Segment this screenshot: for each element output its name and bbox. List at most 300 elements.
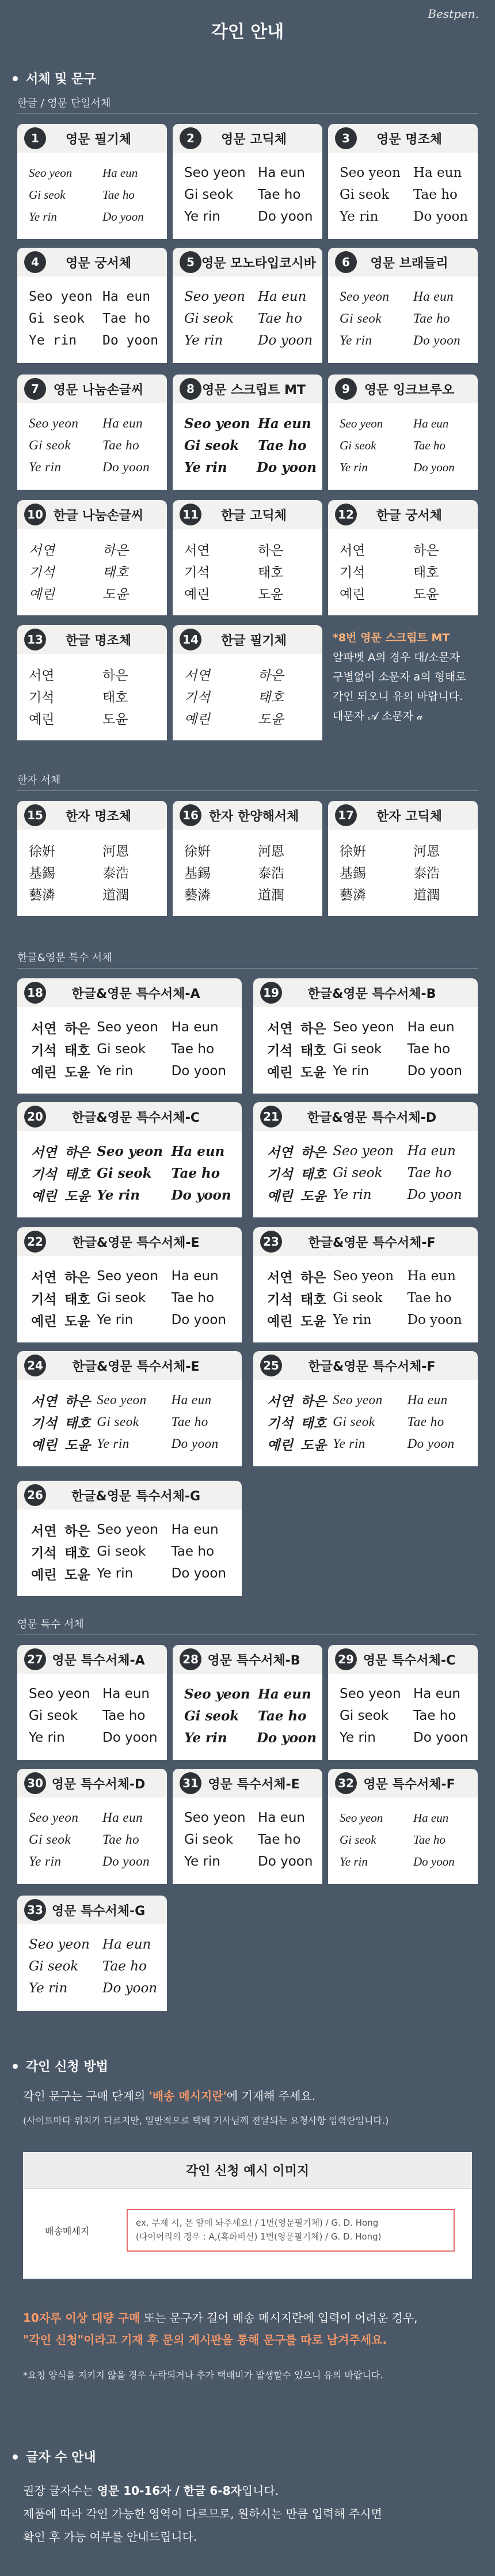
font-number-badge: 12 — [335, 504, 357, 525]
font-card-wide[interactable] — [253, 978, 478, 1094]
sample-name-text: Ha eun — [258, 415, 311, 432]
fonts-section-heading: 서체 및 문구 — [13, 69, 96, 87]
sample-name-text: Tae ho — [258, 1708, 307, 1724]
font-card-header — [173, 375, 322, 403]
font-title: 한글 명조체 — [66, 633, 131, 648]
font-title: 한글 나눔손글씨 — [53, 508, 144, 523]
sample-name-text: 도윤 — [300, 1438, 327, 1452]
sample-name-text: Tae ho — [102, 1832, 140, 1847]
font-sample-line — [31, 1016, 236, 1038]
font-number-badge: 33 — [24, 1899, 46, 1921]
font-sample-body — [253, 1007, 478, 1094]
font-sample-body — [173, 529, 322, 615]
sample-name-text: 하은 — [300, 1394, 327, 1409]
font-card[interactable] — [173, 124, 322, 239]
font-sample-line — [340, 861, 472, 883]
font-sample-body — [253, 1131, 478, 1217]
sample-name-text: Ye rin — [184, 209, 220, 224]
sample-name-text: Ye rin — [340, 460, 368, 474]
sample-name-text: 기석 — [267, 1166, 293, 1182]
sample-name-text: Gi seok — [340, 187, 390, 202]
font-title: 영문 나눔손글씨 — [53, 383, 144, 398]
font-sample-line — [340, 456, 472, 478]
sample-name-text: Tae ho — [413, 1708, 456, 1723]
count-line-2: 제품에 따라 각인 가능한 영역이 다르므로, 원하시는 만큼 입력해 주시면 — [23, 2507, 382, 2521]
bulk-purchase-note-2: "각인 신청"이라고 기재 후 문의 게시판을 통해 문구를 따로 남겨주세요. — [23, 2333, 387, 2347]
sample-name-text: Seo yeon — [340, 165, 401, 180]
sample-name-text: Ha eun — [258, 165, 306, 180]
sample-name-text: Do yoon — [413, 1730, 469, 1745]
font-card[interactable] — [17, 248, 167, 363]
sample-name-text: Ha eun — [407, 1144, 456, 1159]
font-sample-line — [340, 413, 472, 434]
sample-name-text: 도윤 — [64, 1188, 90, 1204]
sample-name-text: Ha eun — [171, 1020, 219, 1035]
sample-name-text: 서연 — [184, 668, 211, 683]
font-card-header — [173, 1769, 322, 1798]
sample-name-text: Tae ho — [258, 311, 302, 326]
sample-name-text: Seo yeon — [97, 1020, 158, 1035]
sample-name-text: Seo yeon — [29, 416, 79, 430]
font-card[interactable] — [173, 375, 322, 490]
font-card[interactable] — [173, 801, 322, 916]
font-sample-line — [29, 286, 161, 308]
font-sample-line — [267, 1309, 472, 1331]
font-sample-line — [267, 1411, 472, 1433]
sample-name-text: Tae ho — [258, 437, 307, 453]
request-example-title: 각인 신청 예시 이미지 — [23, 2152, 472, 2189]
font-sample-body — [328, 830, 478, 916]
sample-name-text: 기석 — [31, 1043, 57, 1058]
font-card-header — [17, 375, 167, 403]
font-title: 한글&영문 특수서체-F — [308, 1359, 436, 1374]
font-card-header — [17, 1351, 242, 1380]
sample-name-text: Seo yeon — [29, 1937, 90, 1952]
font-card[interactable] — [328, 500, 478, 615]
font-number-badge: 16 — [180, 804, 201, 826]
font-card[interactable] — [17, 801, 167, 916]
sample-name-text: Ye rin — [184, 333, 223, 348]
font-sample-line — [340, 1807, 472, 1829]
font-sample-line — [184, 839, 317, 861]
font-sample-line — [340, 560, 472, 582]
font-number-badge: 20 — [24, 1106, 46, 1128]
sample-name-text: 藝潾 — [340, 887, 366, 903]
font-sample-line — [340, 1851, 472, 1873]
sample-name-text: 泰浩 — [102, 865, 129, 881]
sample-name-text: Tae ho — [407, 1414, 444, 1429]
font-card[interactable] — [328, 801, 478, 916]
sample-name-text: 태호 — [300, 1416, 327, 1431]
font-card-wide[interactable] — [253, 1351, 478, 1466]
font-card[interactable] — [173, 500, 322, 615]
sample-name-text: Ha eun — [407, 1269, 456, 1284]
font-sample-line — [29, 1727, 161, 1749]
sample-name-text: Tae ho — [407, 1291, 452, 1306]
sample-name-text: Gi seok — [97, 1291, 146, 1306]
sample-name-text: Do yoon — [171, 1064, 226, 1079]
sample-name-text: Tae ho — [258, 1832, 301, 1847]
font-sample-line — [31, 1541, 236, 1563]
font-sample-line — [184, 1829, 317, 1851]
font-sample-line — [31, 1162, 236, 1184]
sample-name-text: Seo yeon — [333, 1269, 394, 1284]
sample-name-text: Ha eun — [102, 1810, 143, 1825]
font-card[interactable] — [328, 1645, 478, 1760]
font-card-header — [328, 1645, 478, 1674]
font-title: 영문 특수서체-F — [363, 1777, 455, 1792]
sample-name-text: Ha eun — [102, 1937, 151, 1952]
sample-name-text: 藝潾 — [184, 887, 211, 903]
sample-name-text: Seo yeon — [184, 415, 250, 432]
font-card-header — [173, 500, 322, 529]
font-title: 영문 필기체 — [66, 132, 131, 147]
sample-name-text: 徐姸 — [340, 843, 366, 859]
font-sample-line — [340, 434, 472, 456]
font-sample-body — [17, 153, 167, 239]
count-line-3: 확인 후 가능 여부를 안내드립니다. — [23, 2530, 197, 2544]
font-card-header — [17, 1896, 167, 1924]
sample-name-text: Ye rin — [340, 209, 379, 224]
sample-name-text: Do yoon — [407, 1312, 462, 1327]
font-sample-body — [173, 1674, 322, 1760]
font-card-header — [328, 248, 478, 277]
font-sample-line — [184, 663, 317, 685]
sample-name-text: 태호 — [258, 565, 284, 580]
sample-name-text: 하은 — [300, 1269, 326, 1285]
sample-name-text: Ha eun — [102, 416, 143, 430]
bullet-icon — [13, 2454, 18, 2460]
font-number-badge: 14 — [180, 629, 201, 650]
font-sample-body — [173, 277, 322, 363]
sample-name-text: 서연 — [31, 1144, 57, 1160]
sample-name-text: 기석 — [29, 565, 55, 580]
sample-name-text: Ye rin — [340, 1854, 368, 1868]
font-title: 한글&영문 특수서체-B — [307, 986, 436, 1001]
sample-name-text: 예린 — [184, 587, 210, 602]
sample-name-text: Ye rin — [184, 1730, 227, 1746]
font-sample-body — [328, 1798, 478, 1884]
font-card[interactable] — [173, 625, 322, 740]
font-card-wide[interactable] — [253, 1227, 478, 1342]
font-number-badge: 15 — [24, 804, 46, 826]
font-title: 한글 필기체 — [221, 633, 287, 648]
sample-name-text: Ye rin — [184, 459, 227, 475]
sample-name-text: 道潤 — [413, 887, 440, 903]
font-card-header — [173, 1645, 322, 1674]
sample-name-text: Gi seok — [340, 311, 382, 326]
sample-name-text: 하은 — [64, 1270, 90, 1285]
sample-name-text: 기석 — [31, 1166, 57, 1182]
font-sample-line — [29, 1705, 161, 1727]
sample-name-text: 하은 — [413, 543, 439, 558]
sample-name-text: 서연 — [31, 1523, 57, 1539]
sample-name-text: Tae ho — [102, 311, 151, 326]
font-card[interactable] — [173, 1645, 322, 1760]
sample-name-text: 기석 — [184, 565, 210, 580]
font-sample-body — [17, 1131, 242, 1217]
sample-name-text: Ye rin — [97, 1064, 134, 1079]
font-title: 영문 잉크브루오 — [364, 383, 455, 398]
font-sample-line — [267, 1140, 472, 1162]
font-card-header — [253, 1227, 478, 1256]
font-card[interactable] — [328, 1769, 478, 1884]
request-example-box — [23, 2152, 472, 2279]
sample-name-text: Ye rin — [333, 1187, 372, 1202]
sample-name-text: Seo yeon — [333, 1144, 394, 1159]
font-sample-line — [340, 839, 472, 861]
font-card-header — [253, 1102, 478, 1131]
sample-name-text: Do yoon — [407, 1187, 462, 1202]
font-card-wide[interactable] — [253, 1102, 478, 1217]
sample-name-text: Do yoon — [102, 209, 144, 224]
sample-name-text: Gi seok — [97, 1165, 152, 1181]
sample-name-text: 예린 — [31, 1438, 58, 1452]
font-card-wide[interactable] — [17, 1227, 242, 1342]
sample-name-text: Do yoon — [171, 1436, 219, 1451]
font-number-badge: 5 — [180, 251, 201, 273]
sample-name-text: Ha eun — [258, 1810, 306, 1825]
sample-name-text: 예린 — [340, 587, 365, 602]
font-sample-body — [328, 403, 478, 490]
sample-name-text: 태호 — [258, 690, 284, 705]
font-card-wide[interactable] — [17, 1481, 242, 1596]
sample-name-text: Gi seok — [340, 438, 376, 452]
font-title: 영문 특수서체-A — [52, 1653, 145, 1668]
brand-logo: Bestpen. — [428, 7, 479, 21]
font-sample-body — [173, 830, 322, 916]
sample-name-text: Ha eun — [258, 1686, 311, 1702]
sample-name-text: 하은 — [258, 543, 284, 558]
sample-name-text: 기석 — [267, 1291, 293, 1307]
sample-name-text: Ha eun — [413, 416, 449, 430]
sample-name-text: 태호 — [64, 1292, 90, 1307]
sample-name-text: Do yoon — [102, 1854, 150, 1868]
request-example-row — [23, 2207, 472, 2253]
font-card-wide[interactable] — [17, 978, 242, 1094]
sample-name-text: Tae ho — [407, 1166, 452, 1181]
sample-name-text: Gi seok — [184, 187, 234, 202]
font-sample-body — [17, 830, 167, 916]
font-sample-body — [17, 1674, 167, 1760]
sample-name-text: Do yoon — [102, 460, 150, 474]
font-sample-line — [184, 560, 317, 582]
sample-name-text: Gi seok — [29, 1959, 79, 1974]
font-sample-line — [184, 1727, 317, 1749]
sample-name-text: 예린 — [31, 1567, 57, 1583]
sample-name-text: 河恩 — [413, 843, 440, 859]
font-sample-body — [173, 654, 322, 740]
font-sample-line — [267, 1038, 472, 1060]
font-sample-line — [29, 1851, 161, 1873]
sample-name-text: 기석 — [340, 565, 365, 580]
font-card[interactable] — [17, 625, 167, 740]
sample-name-text: Gi seok — [333, 1042, 382, 1057]
font-sample-line — [31, 1287, 236, 1309]
sample-name-text: Ha eun — [102, 289, 151, 304]
sample-name-text: 서연 — [184, 543, 210, 558]
sample-name-text: Tae ho — [171, 1414, 208, 1429]
font-card[interactable] — [173, 1769, 322, 1884]
font-title: 영문 브래들리 — [370, 256, 448, 271]
font-sample-line — [29, 861, 161, 883]
sample-name-text: 도윤 — [300, 1188, 326, 1204]
font-title: 한자 명조체 — [66, 809, 131, 824]
font-card-header — [328, 500, 478, 529]
font-card-header — [17, 124, 167, 153]
font-card[interactable] — [328, 375, 478, 490]
sample-name-text: 태호 — [64, 1166, 90, 1182]
delivery-message-field: ex. 부재 시, 문 앞에 놔주세요! / 1번(영문필기체) / G. D. Hong (다이어리의 경우 : A,(흑화비선) 1번(영문필기체) / G. D. Hong) — [127, 2209, 455, 2252]
sample-name-text: 도윤 — [64, 1065, 90, 1080]
sample-name-text: 基錫 — [184, 865, 211, 881]
sample-name-text: 서연 — [29, 543, 55, 558]
sample-name-text: Gi seok — [340, 1708, 389, 1723]
font-card[interactable] — [17, 1769, 167, 1884]
sample-name-text: 하은 — [64, 1144, 90, 1160]
font-sample-line — [31, 1411, 236, 1433]
font-number-badge: 28 — [180, 1648, 201, 1670]
font-title: 한글&영문 특수서체-G — [71, 1489, 201, 1504]
font-sample-line — [340, 286, 472, 308]
sample-name-text: Seo yeon — [97, 1143, 163, 1159]
font-title: 한자 고딕체 — [376, 809, 442, 824]
font-sample-line — [29, 1683, 161, 1705]
sample-name-text: Gi seok — [333, 1166, 383, 1181]
font-number-badge: 3 — [335, 127, 357, 149]
font-sample-line — [340, 330, 472, 351]
font-card-header — [17, 1481, 242, 1510]
sample-name-text: 하은 — [102, 668, 128, 683]
font-card-header — [17, 1102, 242, 1131]
font-sample-body — [17, 1798, 167, 1884]
script-mt-note-title: *8번 영문 스크립트 MT — [333, 631, 450, 644]
request-line-1: 각인 문구는 구매 단계의 '배송 메시지란'에 기재해 주세요. — [23, 2089, 316, 2103]
sample-name-text: 기석 — [29, 690, 55, 705]
font-number-badge: 31 — [180, 1772, 201, 1794]
sample-name-text: Gi seok — [97, 1544, 146, 1559]
font-card-wide[interactable] — [17, 1351, 242, 1466]
font-card-wide[interactable] — [17, 1102, 242, 1217]
sample-name-text: Ye rin — [29, 333, 77, 348]
font-sample-line — [184, 1851, 317, 1873]
sample-name-text: Tae ho — [171, 1544, 215, 1559]
font-number-badge: 7 — [24, 378, 46, 400]
font-sample-line — [267, 1433, 472, 1455]
sample-name-text: 河恩 — [258, 843, 284, 859]
font-sample-line — [184, 456, 317, 478]
sample-name-text: 태호 — [64, 1043, 90, 1058]
font-sample-line — [31, 1519, 236, 1541]
count-section-heading: 글자 수 안내 — [13, 2448, 96, 2465]
font-number-badge: 32 — [335, 1772, 357, 1794]
sample-name-text: 하은 — [300, 1144, 326, 1160]
group-label-hanja: 한자 서체 — [17, 774, 61, 786]
font-sample-line — [31, 1184, 236, 1206]
font-title: 영문 스크립트 MT — [202, 383, 306, 398]
font-sample-line — [31, 1309, 236, 1331]
sample-name-text: 하은 — [300, 1021, 326, 1037]
font-sample-line — [267, 1389, 472, 1411]
font-sample-line — [29, 883, 161, 905]
sample-name-text: 도윤 — [300, 1313, 326, 1329]
font-card[interactable] — [17, 1896, 167, 2011]
font-card-header — [17, 978, 242, 1007]
font-sample-line — [184, 162, 317, 184]
sample-name-text: 서연 — [267, 1144, 293, 1160]
sample-name-text: Seo yeon — [29, 1686, 90, 1701]
font-card-header — [173, 248, 322, 277]
font-card[interactable] — [17, 124, 167, 239]
font-sample-line — [267, 1265, 472, 1287]
font-card[interactable] — [17, 1645, 167, 1760]
font-card[interactable] — [328, 248, 478, 363]
font-number-badge: 9 — [335, 378, 357, 400]
font-sample-line — [340, 206, 472, 228]
font-sample-line — [184, 582, 317, 604]
font-card[interactable] — [328, 124, 478, 239]
font-sample-line — [267, 1060, 472, 1082]
font-sample-line — [184, 1683, 317, 1705]
sample-name-text: 하은 — [64, 1021, 90, 1037]
font-sample-line — [29, 1934, 161, 1955]
sample-name-text: Gi seok — [29, 1708, 78, 1723]
sample-name-text: Ye rin — [333, 1064, 370, 1079]
sample-name-text: 하은 — [64, 1523, 90, 1539]
font-card[interactable] — [173, 248, 322, 363]
font-card-header — [17, 1645, 167, 1674]
group-label-kor-eng: 한글&영문 특수 서체 — [17, 952, 112, 964]
sample-name-text: Ye rin — [184, 1854, 220, 1869]
sample-name-text: Seo yeon — [29, 1810, 79, 1825]
font-card[interactable] — [17, 500, 167, 615]
font-sample-line — [340, 162, 472, 184]
sample-name-text: Do yoon — [171, 1312, 226, 1327]
sample-name-text: Ha eun — [413, 1810, 449, 1825]
sample-name-text: 서연 — [267, 1021, 293, 1037]
font-sample-line — [267, 1016, 472, 1038]
sample-name-text: 예린 — [29, 712, 55, 727]
font-sample-line — [340, 1727, 472, 1749]
bullet-icon — [13, 2064, 18, 2069]
sample-name-text: 河恩 — [102, 843, 129, 859]
font-sample-line — [184, 206, 317, 228]
font-sample-body — [173, 153, 322, 239]
font-sample-line — [29, 184, 161, 206]
font-title: 한글&영문 특수서체-A — [71, 986, 200, 1001]
sample-name-text: Ha eun — [258, 289, 307, 304]
sample-name-text: Gi seok — [184, 1832, 234, 1847]
font-card[interactable] — [17, 375, 167, 490]
font-sample-line — [29, 1807, 161, 1829]
sample-name-text: Tae ho — [413, 1832, 446, 1847]
sample-name-text: Ye rin — [340, 1730, 376, 1745]
request-line-2: (사이트마다 위치가 다르지만, 일반적으로 택배 기사님께 전달되는 요청사항 입력란입니다.) — [23, 2115, 389, 2126]
sample-name-text: Seo yeon — [97, 1393, 147, 1407]
request-warning: *요청 양식을 지키지 않을 경우 누락되거나 추가 택배비가 발생할수 있으니 유의 바랍니다. — [23, 2370, 383, 2381]
sample-name-text: Ha eun — [102, 1686, 150, 1701]
sample-name-text: Do yoon — [258, 333, 313, 348]
sample-name-text: 태호 — [102, 565, 129, 580]
page-title: 각인 안내 — [211, 22, 284, 42]
font-number-badge: 11 — [180, 504, 201, 525]
font-sample-body — [17, 529, 167, 615]
font-sample-line — [184, 434, 317, 456]
group-label-single: 한글 / 영문 단일서체 — [17, 97, 111, 109]
sample-name-text: 예린 — [31, 1314, 57, 1329]
sample-name-text: Gi seok — [184, 311, 234, 326]
sample-name-text: Do yoon — [102, 1730, 158, 1745]
